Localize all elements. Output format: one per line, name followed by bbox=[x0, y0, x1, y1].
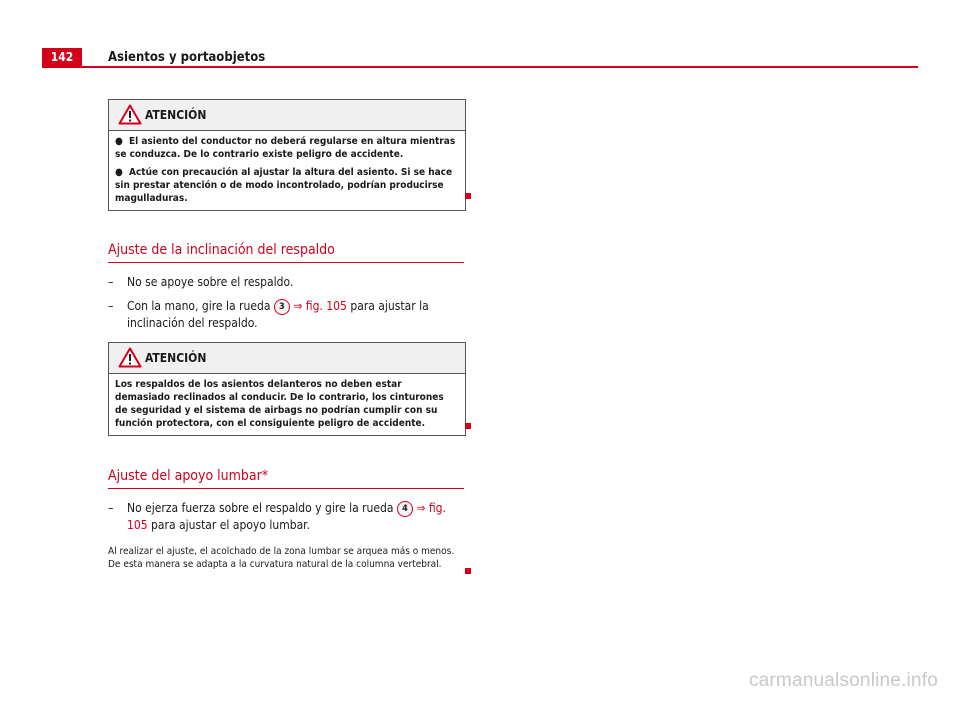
warning-title: ATENCIÓN bbox=[145, 351, 207, 365]
section-end-mark-icon bbox=[465, 423, 471, 429]
warning-title: ATENCIÓN bbox=[145, 108, 207, 122]
figure-link[interactable]: ⇒ fig. 105 bbox=[127, 501, 446, 532]
warning-body bbox=[109, 131, 465, 210]
section-end-mark-icon bbox=[465, 568, 471, 574]
bullet-icon: ● bbox=[115, 136, 123, 147]
warning-box-backrest bbox=[108, 342, 466, 436]
section-end-mark-icon bbox=[465, 193, 471, 199]
bullet-icon: ● bbox=[115, 167, 123, 178]
warning-box-seat-height bbox=[108, 99, 466, 211]
callout-number-4: 4 bbox=[397, 501, 413, 517]
section-heading-backrest: Ajuste de la inclinación del respaldo bbox=[108, 241, 464, 263]
warning-header bbox=[109, 343, 465, 374]
warning-text: Los respaldos de los asientos delanteros no deben estar demasiado reclinados al conducir. De lo contrario, los cinturones de seguridad y el sistema de airbags no podrían cumplir con su función protectora, con el consiguiente peligro de accidente. bbox=[115, 379, 444, 429]
step-item: – No se apoye sobre el respaldo. bbox=[108, 275, 294, 289]
page-number: 142 bbox=[42, 48, 82, 67]
section-heading-lumbar: Ajuste del apoyo lumbar* bbox=[108, 467, 464, 489]
warning-header bbox=[109, 100, 465, 131]
step-item: – No ejerza fuerza sobre el respaldo y gire la rueda 4 ⇒ fig. 105 para ajustar el apoyo lumbar. bbox=[108, 501, 446, 532]
watermark: carmanualsonline.info bbox=[748, 670, 938, 691]
header-rule bbox=[42, 66, 918, 68]
callout-number-3: 3 bbox=[274, 299, 290, 315]
step-item: – Con la mano, gire la rueda 3 ⇒ fig. 105 para ajustar la inclinación del respaldo. bbox=[108, 299, 429, 330]
warning-triangle-icon bbox=[118, 347, 142, 368]
warning-body bbox=[109, 374, 465, 435]
body-paragraph: Al realizar el ajuste, el acolchado de la zona lumbar se arquea más o menos. De esta manera se adapta a la curvatura natural de la columna vertebral. bbox=[108, 546, 455, 570]
page-title: Asientos y portaobjetos bbox=[108, 50, 266, 65]
figure-link[interactable]: ⇒ fig. 105 bbox=[293, 299, 347, 313]
warning-item: ● Actúe con precaución al ajustar la altura del asiento. Si se hace sin prestar atención o de modo incontrolado, podrían producirse magulladuras. bbox=[115, 167, 453, 204]
warning-triangle-icon bbox=[118, 104, 142, 125]
warning-item: ● El asiento del conductor no deberá regularse en altura mientras se conduzca. De lo contrario existe peligro de accidente. bbox=[115, 136, 456, 160]
